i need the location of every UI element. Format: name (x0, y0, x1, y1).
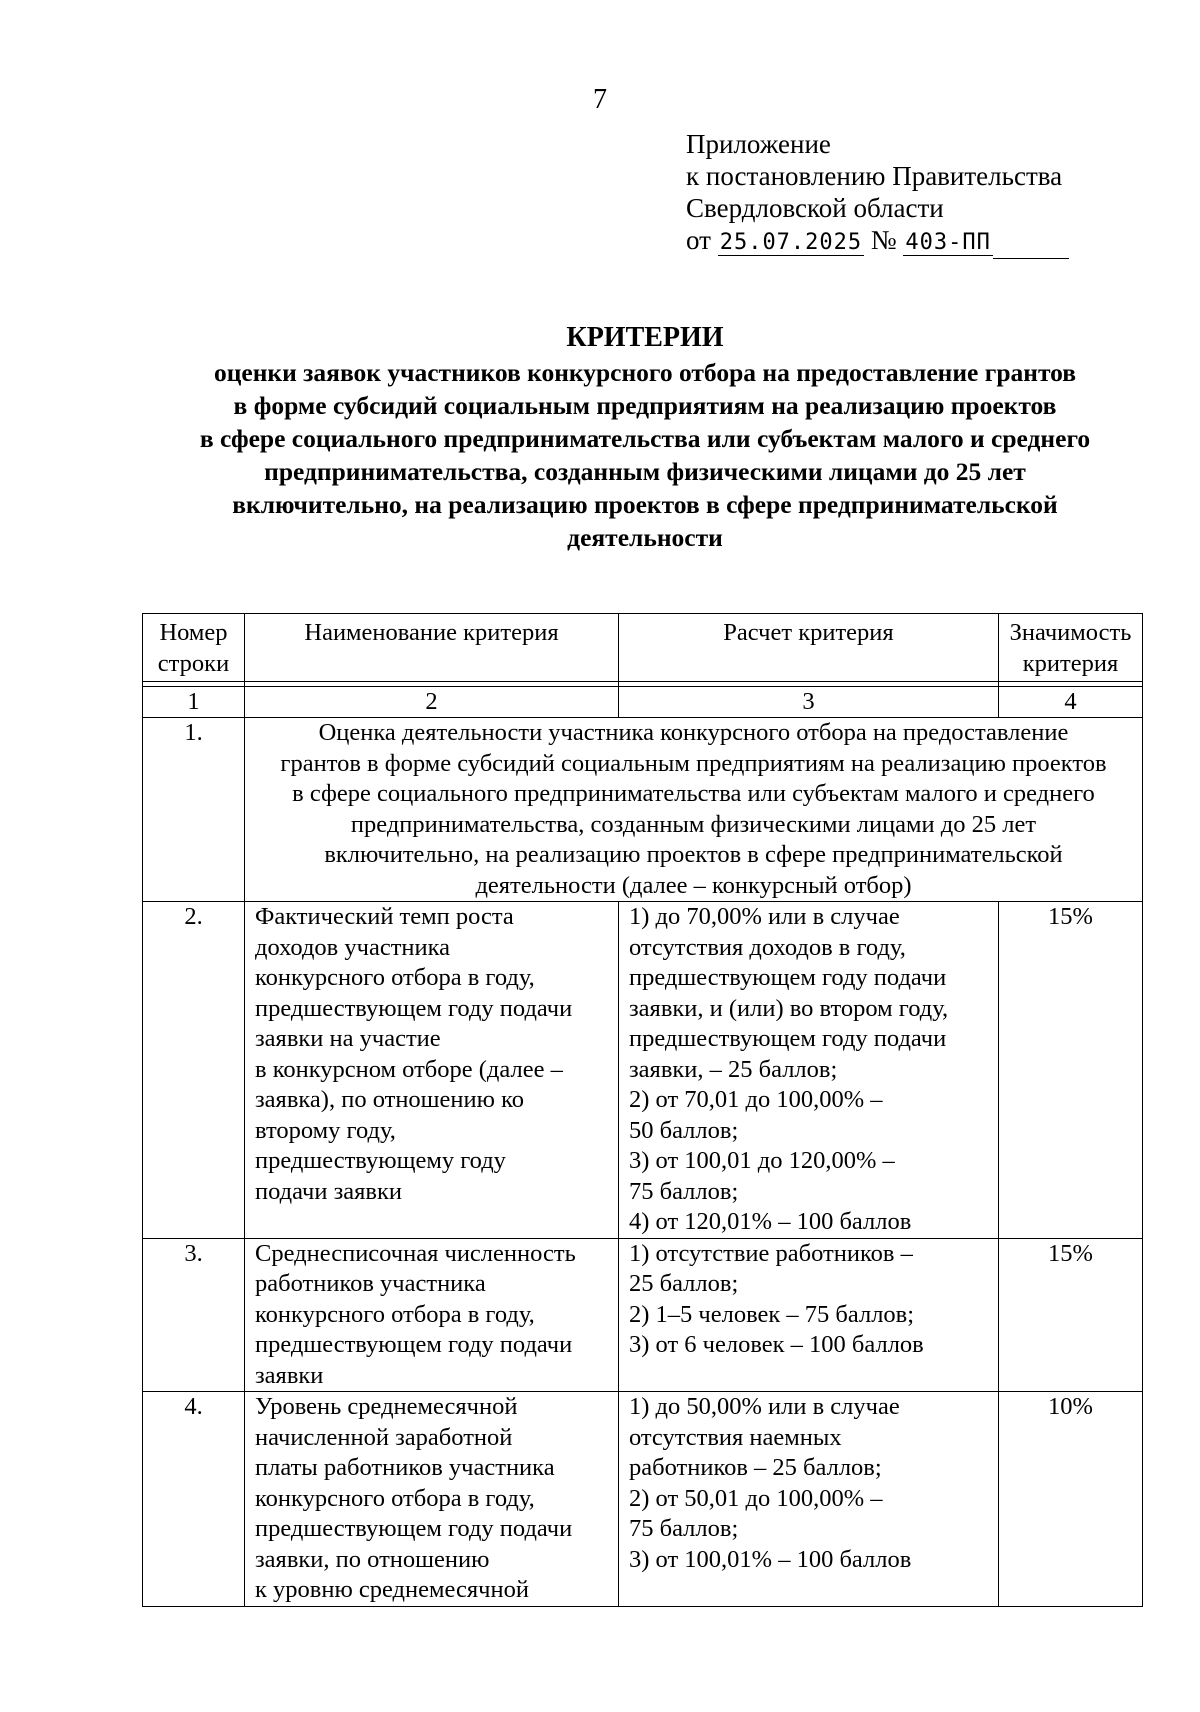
document-title: КРИТЕРИИ (566, 322, 724, 353)
criterion-weight: 15% (999, 1238, 1143, 1392)
appendix-line: Свердловской области (686, 193, 944, 223)
table-row (143, 902, 1143, 1239)
subtitle-line: деятельности (567, 523, 723, 552)
number-prefix: № (870, 225, 897, 255)
appendix-date-line (686, 224, 1069, 259)
criterion-name: Фактический темп роста доходов участника конкурсного отбора в году, предшествующем году подачи заявки на участие в конкурсном отборе (далее – заявка), по отношению ко второму году, предшествующему году подачи заявки (245, 902, 619, 1239)
row-number: 1. (143, 718, 245, 902)
criterion-calc: 1) до 70,00% или в случае отсутствия доходов в году, предшествующем году подачи заявки, и (или) во втором году, предшествующем году подачи заявки, – 25 баллов; 2) от 70,01 до 100,00% – 50 баллов; 3) от 100,01 до 120,00% – 75 баллов; 4) от 120,01% – 100 баллов (619, 902, 999, 1239)
header-row-number: Номер строки (143, 614, 245, 682)
table-header-row (143, 614, 1143, 682)
header-criterion-calc: Расчет критерия (619, 614, 999, 682)
table-row (143, 1392, 1143, 1607)
subtitle-line: включительно, на реализацию проектов в сфере предпринимательской (232, 490, 1058, 519)
criterion-name: Среднесписочная численность работников участника конкурсного отбора в году, предшествующем году подачи заявки (245, 1238, 619, 1392)
criterion-weight: 10% (999, 1392, 1143, 1607)
subtitle-line: предпринимательства, созданным физическими лицами до 25 лет (264, 457, 1026, 486)
subtitle-line: в форме субсидий социальным предприятиям на реализацию проектов (233, 391, 1057, 420)
appendix-block (686, 128, 1069, 259)
decree-number: 403-ПП (905, 230, 991, 255)
criterion-calc: 1) до 50,00% или в случае отсутствия наемных работников – 25 баллов; 2) от 50,01 до 100,00% – 75 баллов; 3) от 100,01% – 100 баллов (619, 1392, 999, 1607)
criterion-name: Уровень среднемесячной начисленной заработной платы работников участника конкурсного отбора в году, предшествующем году подачи заявки, по отношению к уровню среднемесячной (245, 1392, 619, 1607)
row-number: 3. (143, 1238, 245, 1392)
decree-date: 25.07.2025 (719, 230, 863, 255)
criteria-table (142, 613, 1143, 1607)
column-number: 4 (999, 687, 1143, 718)
section-heading: Оценка деятельности участника конкурсного отбора на предоставление грантов в форме субсидий социальным предприятиям на реализацию проектов в сфере социального предпринимательства или субъектам малого и среднего предпринимательства, созданным физическими лицами до 25 лет включительно, на реализацию проектов в сфере предпринимательской деятельности (далее – конкурсный отбор) (245, 718, 1143, 902)
row-number: 2. (143, 902, 245, 1239)
row-number: 4. (143, 1392, 245, 1607)
appendix-line: Приложение (686, 129, 831, 159)
subtitle-line: оценки заявок участников конкурсного отбора на предоставление грантов (213, 358, 1077, 387)
number-underline (993, 236, 1069, 259)
header-criterion-weight: Значимость критерия (999, 614, 1143, 682)
page-number: 7 (593, 84, 607, 115)
column-number-row (143, 687, 1143, 718)
column-number: 1 (143, 687, 245, 718)
table-row (143, 1238, 1143, 1392)
criterion-weight: 15% (999, 902, 1143, 1239)
criterion-calc: 1) отсутствие работников – 25 баллов; 2) 1–5 человек – 75 баллов; 3) от 6 человек – 100 баллов (619, 1238, 999, 1392)
header-criterion-name: Наименование критерия (245, 614, 619, 682)
date-prefix: от (686, 225, 711, 255)
column-number: 2 (245, 687, 619, 718)
column-number: 3 (619, 687, 999, 718)
appendix-line: к постановлению Правительства (686, 161, 1063, 191)
document-subtitle (130, 356, 1160, 554)
table-row (143, 718, 1143, 902)
subtitle-line: в сфере социального предпринимательства или субъектам малого и среднего (199, 424, 1091, 453)
